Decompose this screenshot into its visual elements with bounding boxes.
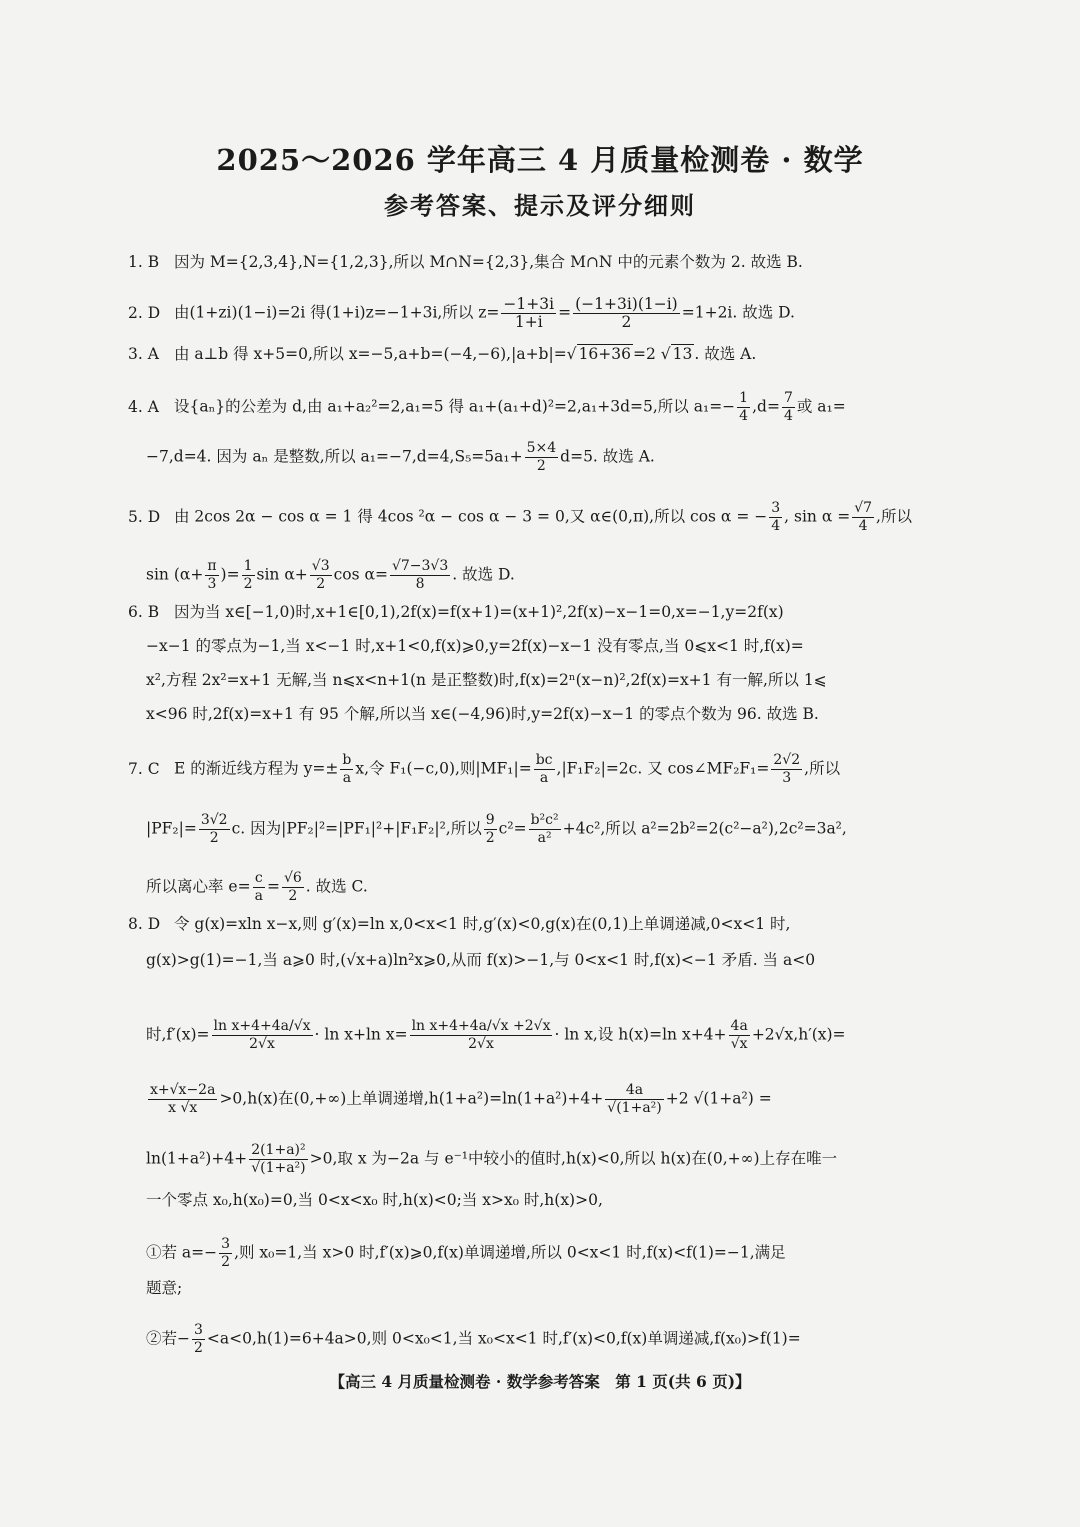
- denominator: 8: [415, 576, 425, 592]
- numerator: −1+3i: [503, 295, 555, 313]
- fraction: [769, 500, 782, 535]
- answer-label: 3. A: [128, 345, 159, 363]
- numerator: 3: [771, 500, 781, 516]
- fraction: [410, 1018, 553, 1053]
- answer-text: sin α+: [256, 565, 308, 584]
- answer-label: 6. B: [128, 603, 160, 621]
- fraction: [852, 500, 874, 535]
- answer-1: [128, 252, 954, 272]
- answer-8-line-3: [146, 1018, 972, 1053]
- answer-text: 时,f′(x)=: [146, 1025, 210, 1044]
- answer-text: 因为 M={2,3,4},N={1,2,3},所以 M∩N={2,3},集合 M∩N 中的元素个数为 2. 故选 B.: [174, 253, 803, 271]
- fraction: [249, 1142, 307, 1177]
- answer-text: ,则 x₀=1,当 x>0 时,f′(x)⩾0,f(x)单调递增,所以 0<x<1 时,f(x)<f(1)=−1,满足: [234, 1243, 786, 1262]
- numerator: 3: [194, 1322, 203, 1338]
- denominator: a: [539, 770, 549, 786]
- fraction: [199, 812, 230, 847]
- answer-text: ,所以: [804, 759, 841, 778]
- numerator: c: [253, 870, 265, 888]
- numerator: π: [207, 558, 217, 574]
- answer-text: ,d=: [752, 397, 780, 416]
- answer-text: −7,d=4. 因为 aₙ 是整数,所以 a₁=−7,d=4,S₅=5a₁+: [146, 447, 523, 466]
- fraction: [205, 558, 218, 593]
- answer-text: ,|F₁F₂|=2c. 又 cos∠MF₂F₁=: [556, 759, 770, 778]
- answer-text: <a<0,h(1)=6+4a>0,则 0<x₀<1,当 x₀<x<1 时,f′(x)<0,f(x)单调递减,f(x₀)>f(1)=: [206, 1329, 801, 1348]
- denominator: √(1+a²): [251, 1160, 306, 1176]
- denominator: a: [342, 770, 352, 786]
- answer-text: =2 √: [633, 345, 671, 363]
- answer-text: |PF₂|=: [146, 819, 197, 838]
- answer-text: . 故选 D.: [452, 565, 515, 584]
- answer-text: +4c²,所以 a²=2b²=2(c²−a²),2c²=3a²,: [562, 819, 847, 838]
- numerator: 3√2: [200, 812, 228, 828]
- numerator: √3: [311, 558, 330, 574]
- numerator: 4a: [605, 1082, 663, 1100]
- numerator: 4a: [730, 1018, 748, 1034]
- answer-text: ①若 a=−: [146, 1243, 218, 1262]
- denominator: 2: [194, 1340, 203, 1356]
- answer-5-line-2: [146, 558, 972, 593]
- fraction: [253, 870, 265, 905]
- fraction: [737, 390, 750, 425]
- answer-text: , sin α =: [784, 507, 851, 526]
- answer-text: +2√x,h′(x)=: [751, 1025, 846, 1044]
- answer-3: [128, 344, 954, 364]
- answer-label: 2. D: [128, 303, 161, 322]
- answer-8-line-7: [146, 1236, 972, 1271]
- fraction: [782, 390, 795, 425]
- numerator: 9: [485, 812, 495, 828]
- answer-4-line-2: [146, 440, 972, 475]
- radicand: 16+36: [578, 345, 631, 363]
- numerator: (−1+3i)(1−i): [575, 295, 678, 313]
- radicand: 13: [672, 345, 693, 363]
- answer-8-line-4: [146, 1082, 972, 1117]
- page-title: 2025～2026 学年高三 4 月质量检测卷 · 数学: [216, 143, 864, 177]
- denominator: a: [254, 888, 263, 904]
- answer-label: 8. D: [128, 915, 161, 933]
- denominator: 3: [782, 770, 792, 786]
- answer-text: . 故选 A.: [694, 345, 757, 363]
- answer-text: cos α=: [333, 565, 388, 584]
- answer-6-line-3: x²,方程 2x²=x+1 无解,当 n⩽x<n+1(n 是正整数)时,f(x)=2ⁿ(x−n)²,2f(x)=x+1 有一解,所以 1⩽: [146, 671, 827, 689]
- fraction: [282, 870, 304, 905]
- denominator: a²: [537, 830, 552, 846]
- denominator: √(1+a²): [607, 1100, 662, 1116]
- denominator: 2√x: [249, 1036, 275, 1052]
- numerator: √7: [854, 500, 873, 516]
- answer-text: · ln x+ln x=: [314, 1025, 408, 1044]
- denominator: 1+i: [514, 313, 543, 331]
- page-footer: 【高三 4 月质量检测卷 · 数学参考答案 第 1 页(共 6 页)】: [329, 1372, 751, 1391]
- answer-text: 或 a₁=: [796, 397, 846, 416]
- fraction: [573, 296, 680, 331]
- fraction: [534, 752, 555, 787]
- answer-text: 令 g(x)=xln x−x,则 g′(x)=ln x,0<x<1 时,g′(x)<0,g(x)在(0,1)上单调递减,0<x<1 时,: [174, 915, 791, 933]
- fraction: [148, 1082, 217, 1117]
- denominator: 2: [243, 576, 253, 592]
- denominator: 2: [221, 1254, 231, 1270]
- denominator: 4: [858, 518, 868, 534]
- answer-8-line-9: [146, 1322, 972, 1357]
- answer-text: d=5. 故选 A.: [560, 447, 655, 466]
- denominator: 2: [209, 830, 219, 846]
- fraction: [212, 1018, 313, 1053]
- numerator: 1: [739, 390, 749, 406]
- numerator: 1: [243, 558, 253, 574]
- denominator: 2√x: [468, 1036, 494, 1052]
- numerator: ln x+4+4a/√x: [213, 1018, 311, 1034]
- numerator: x+√x−2a: [150, 1082, 216, 1098]
- answer-text: =: [558, 303, 572, 322]
- denominator: 4: [771, 518, 781, 534]
- denominator: 2: [536, 458, 546, 474]
- answer-text: ②若−: [146, 1329, 190, 1348]
- page-subtitle: 参考答案、提示及评分细则: [384, 191, 696, 220]
- answer-label: 4. A: [128, 397, 159, 416]
- numerator: √7−3√3: [391, 558, 449, 574]
- numerator: 5×4: [526, 440, 557, 456]
- answer-text: >0,取 x 为−2a 与 e⁻¹中较小的值时,h(x)<0,所以 h(x)在(0,+∞)上存在唯一: [309, 1149, 838, 1168]
- answer-8-line-8: 题意;: [146, 1279, 183, 1297]
- answer-8-line-6: 一个零点 x₀,h(x₀)=0,当 0<x<x₀ 时,h(x)<0;当 x>x₀ 时,h(x)>0,: [146, 1191, 603, 1209]
- answer-text: 因为当 x∈[−1,0)时,x+1∈[0,1),2f(x)=f(x+1)=(x+1)²,2f(x)−x−1=0,x=−1,y=2f(x): [174, 603, 784, 621]
- answer-text: 由 2cos 2α − cos α = 1 得 4cos ²α − cos α − 3 = 0,又 α∈(0,π),所以 cos α = −: [174, 507, 768, 526]
- denominator: 2: [316, 576, 326, 592]
- answer-text: =: [266, 877, 280, 896]
- denominator: 4: [783, 408, 793, 424]
- answer-6-line-2: −x−1 的零点为−1,当 x<−1 时,x+1<0,f(x)⩾0,y=2f(x)−x−1 没有零点,当 0⩽x<1 时,f(x)=: [146, 637, 804, 655]
- answer-label: 1. B: [128, 253, 160, 271]
- answer-text: 所以离心率 e=: [146, 877, 251, 896]
- answer-text: +2 √(1+a²) =: [665, 1089, 772, 1108]
- fraction: [771, 752, 802, 787]
- denominator: 2: [621, 313, 632, 331]
- answer-6-line-1: [128, 602, 954, 622]
- numerator: 2(1+a)²: [249, 1142, 307, 1160]
- answer-label: 5. D: [128, 507, 161, 526]
- fraction: [501, 296, 556, 331]
- fraction: [219, 1236, 232, 1271]
- answer-2: [128, 296, 954, 331]
- fraction: [340, 752, 353, 787]
- answer-text: =1+2i. 故选 D.: [681, 303, 795, 322]
- answer-8-line-5: [146, 1142, 972, 1177]
- answer-text: sin (α+: [146, 565, 204, 584]
- fraction: [525, 440, 559, 475]
- answer-4-line-1: [128, 390, 954, 425]
- fraction: [242, 558, 255, 593]
- numerator: b²c²: [530, 812, 559, 828]
- denominator: x √x: [168, 1100, 198, 1116]
- fraction: [605, 1082, 663, 1117]
- answer-text: c. 因为|PF₂|²=|PF₁|²+|F₁F₂|²,所以: [231, 819, 482, 838]
- denominator: 2: [288, 888, 298, 904]
- numerator: 7: [783, 390, 793, 406]
- answer-text: 由(1+zi)(1−i)=2i 得(1+i)z=−1+3i,所以 z=: [174, 303, 500, 322]
- numerator: b: [342, 752, 352, 768]
- answer-7-line-2: [146, 812, 972, 847]
- answer-8-line-1: [128, 914, 954, 934]
- answer-8-line-2: g(x)>g(1)=−1,当 a⩾0 时,(√x+a)ln²x⩾0,从而 f(x)>−1,与 0<x<1 时,f(x)<−1 矛盾. 当 a<0: [146, 951, 816, 969]
- answer-text: · ln x,设 h(x)=ln x+4+: [554, 1025, 727, 1044]
- answer-7-line-3: [146, 870, 972, 905]
- answer-5-line-1: [128, 500, 954, 535]
- answer-text: c²=: [498, 819, 527, 838]
- answer-7-line-1: [128, 752, 954, 787]
- answer-text: E 的渐近线方程为 y=±: [174, 759, 339, 778]
- answer-6-line-4: x<96 时,2f(x)=x+1 有 95 个解,所以当 x∈(−4,96)时,y=2f(x)−x−1 的零点个数为 96. 故选 B.: [146, 705, 819, 723]
- numerator: ln x+4+4a/√x +2√x: [411, 1018, 551, 1034]
- answer-text: 设{aₙ}的公差为 d,由 a₁+a₂²=2,a₁=5 得 a₁+(a₁+d)²=2,a₁+3d=5,所以 a₁=−: [174, 397, 736, 416]
- denominator: 4: [739, 408, 749, 424]
- answer-text: )=: [220, 565, 240, 584]
- denominator: 3: [207, 576, 217, 592]
- denominator: √x: [730, 1036, 748, 1052]
- answer-text: . 故选 C.: [305, 877, 368, 896]
- fraction: [529, 812, 561, 847]
- numerator: √6: [283, 870, 302, 886]
- answer-text: >0,h(x)在(0,+∞)上单调递增,h(1+a²)=ln(1+a²)+4+: [219, 1089, 604, 1108]
- fraction: [390, 558, 450, 593]
- numerator: 3: [221, 1236, 231, 1252]
- numerator: bc: [535, 752, 553, 768]
- answer-text: 由 a⊥b 得 x+5=0,所以 x=−5,a+b=(−4,−6),|a+b|=√: [174, 345, 577, 363]
- denominator: 2: [485, 830, 495, 846]
- answer-label: 7. C: [128, 759, 160, 778]
- answer-text: ln(1+a²)+4+: [146, 1149, 248, 1168]
- answer-text: ,所以: [876, 507, 912, 526]
- fraction: [484, 812, 497, 847]
- numerator: 2√2: [773, 752, 801, 768]
- answer-text: x,令 F₁(−c,0),则|MF₁|=: [355, 759, 532, 778]
- fraction: [192, 1322, 205, 1357]
- fraction: [310, 558, 332, 593]
- fraction: [729, 1018, 750, 1053]
